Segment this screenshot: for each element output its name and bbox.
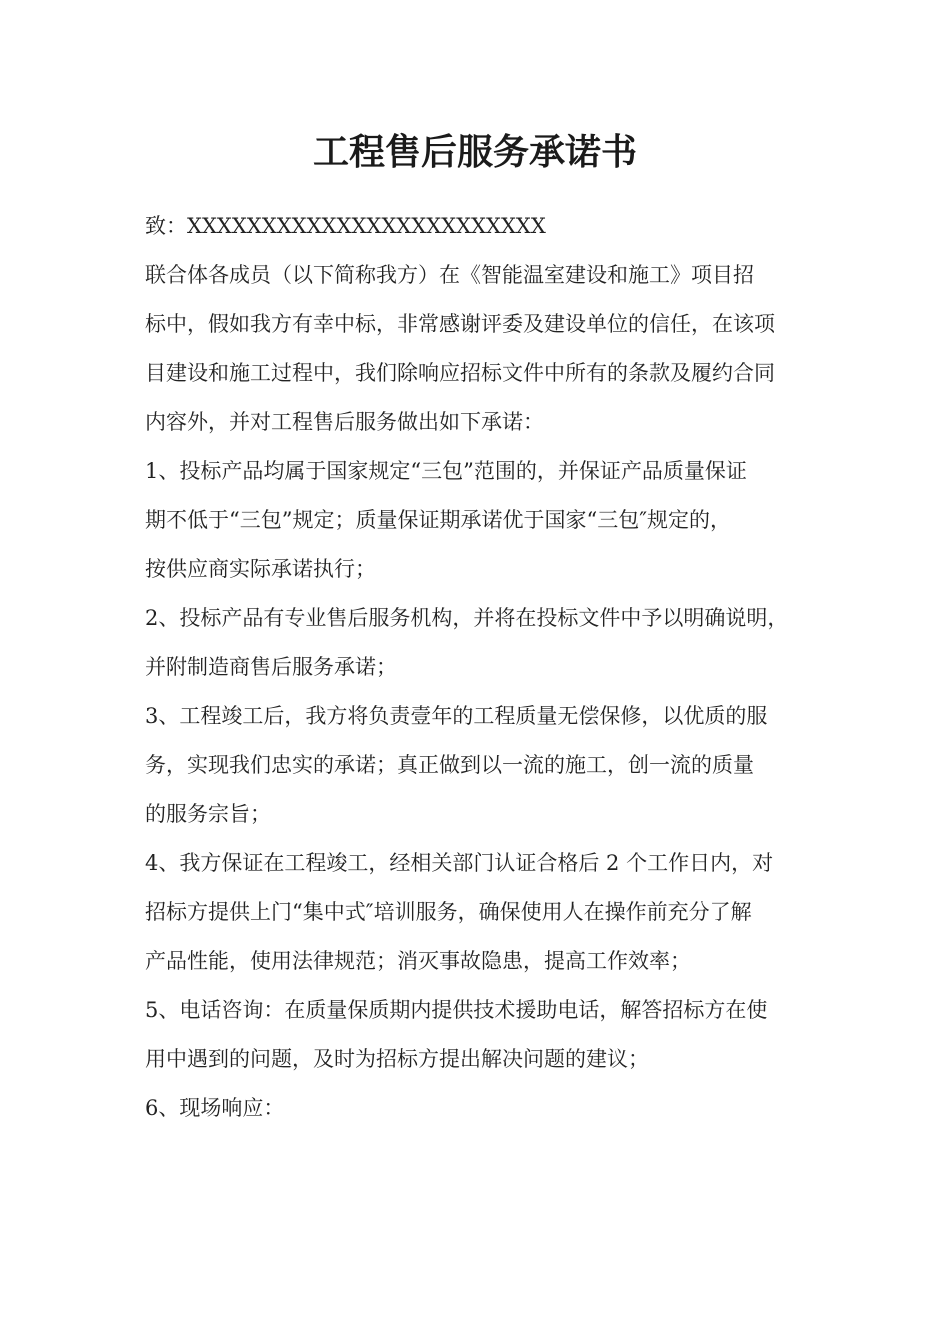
paragraph-line: 标中，假如我方有幸中标，非常感谢评委及建设单位的信任，在该项: [145, 312, 775, 336]
paragraph-line: 务，实现我们忠实的承诺；真正做到以一流的施工，创一流的质量: [145, 753, 754, 777]
paragraph-line: 期不低于“三包”规定；质量保证期承诺优于国家“三包″规定的，: [145, 508, 732, 532]
paragraph-line: 的服务宗旨；: [145, 802, 271, 826]
addressee-line: 致：XXXXXXXXXXXXXXXXXXXXXXXX: [145, 214, 546, 238]
paragraph-line: 联合体各成员（以下简称我方）在《智能温室建设和施工》项目招: [145, 263, 754, 287]
document-title: 工程售后服务承诺书: [312, 131, 637, 173]
paragraph-line: 目建设和施工过程中，我们除响应招标文件中所有的条款及履约合同: [145, 361, 775, 385]
paragraph-line: 1、投标产品均属于国家规定“三包”范围的，并保证产品质量保证: [145, 459, 747, 483]
paragraph-line: 2、投标产品有专业售后服务机构，并将在投标文件中予以明确说明，: [145, 606, 789, 630]
paragraph-line: 4、我方保证在工程竣工，经相关部门认证合格后 2 个工作日内，对: [145, 851, 774, 875]
paragraph-line: 用中遇到的问题，及时为招标方提出解决问题的建议；: [145, 1047, 649, 1071]
paragraph-line: 按供应商实际承诺执行；: [145, 557, 376, 581]
paragraph-line: 并附制造商售后服务承诺；: [145, 655, 397, 679]
paragraph-line: 内容外，并对工程售后服务做出如下承诺：: [145, 410, 544, 434]
document-body: [145, 202, 813, 1133]
paragraph-line: 招标方提供上门“集中式″培训服务，确保使用人在操作前充分了解: [145, 900, 752, 924]
paragraph-line: 产品性能，使用法律规范；消灭事故隐患，提高工作效率；: [145, 949, 691, 973]
paragraph-line: 3、工程竣工后，我方将负责壹年的工程质量无偿保修，以优质的服: [145, 704, 768, 728]
paragraph-line: 6、现场响应：: [145, 1096, 285, 1120]
paragraph-line: 5、电话咨询：在质量保质期内提供技术援助电话，解答招标方在使: [145, 998, 768, 1022]
